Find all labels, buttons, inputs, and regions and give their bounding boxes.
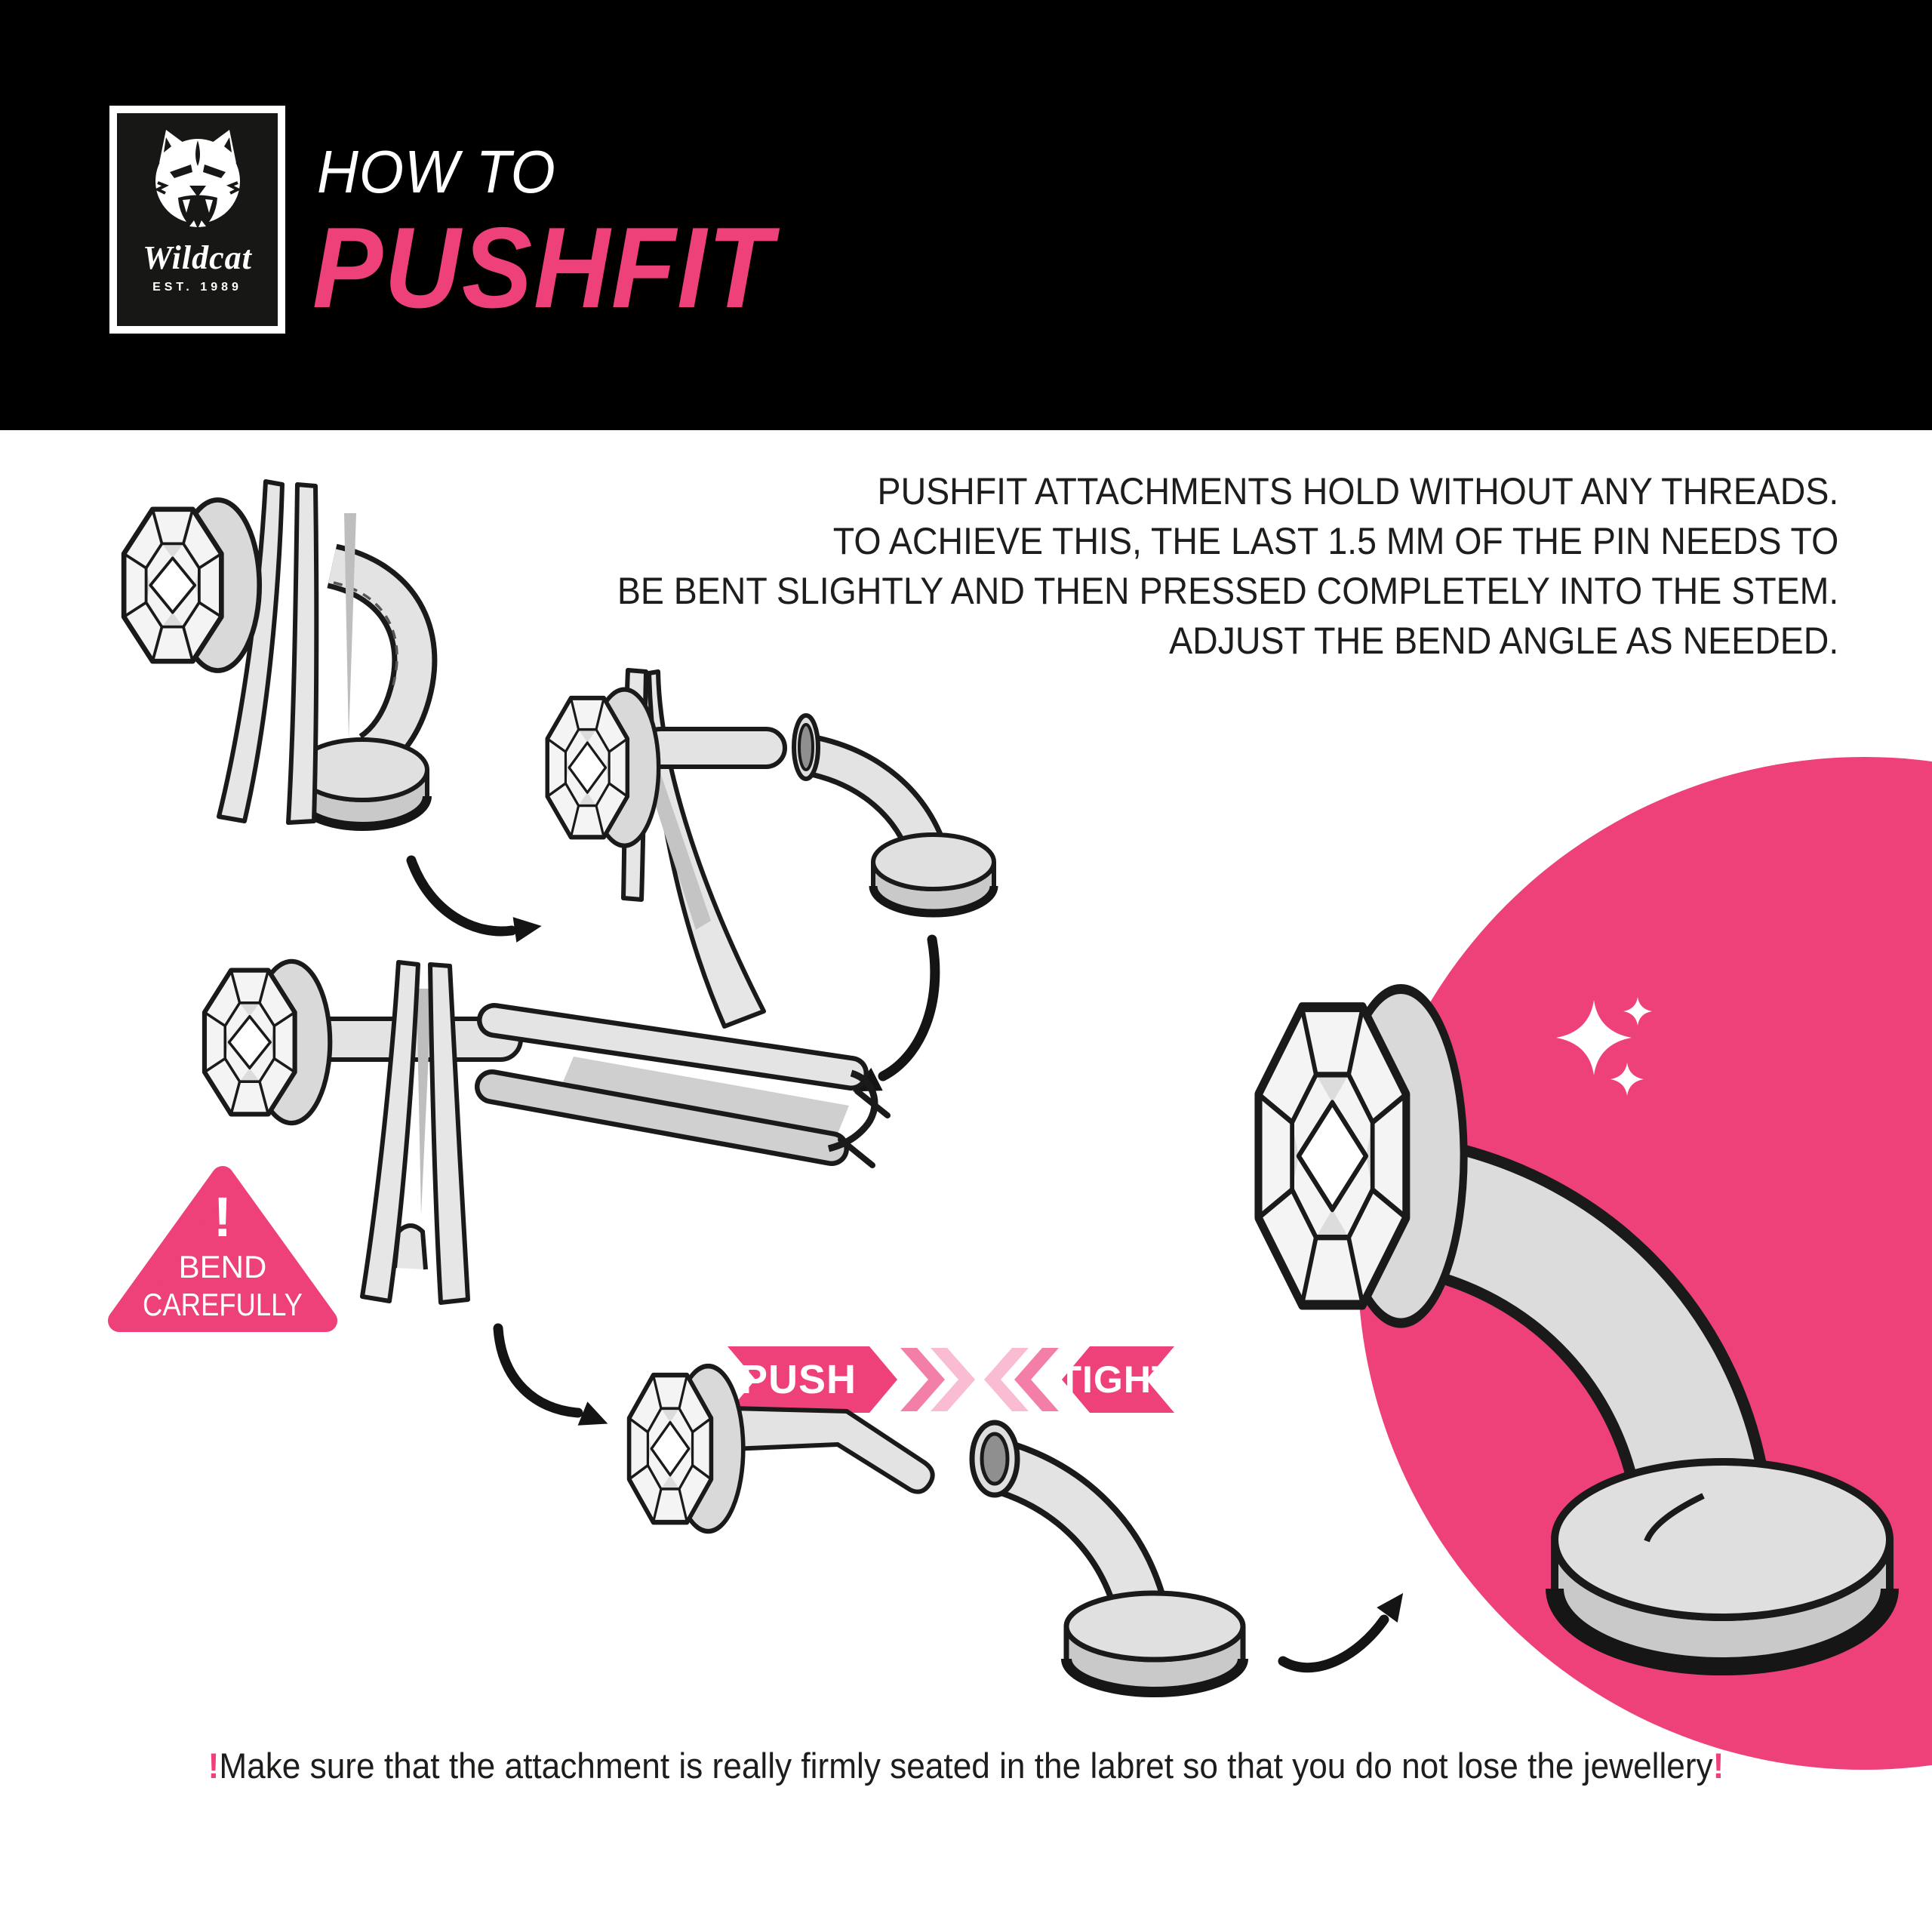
- sparkle-icon: [1611, 1063, 1644, 1096]
- warning-exclamation: !: [213, 1186, 232, 1248]
- tweezers: [362, 962, 468, 1303]
- bent-pin: [732, 1408, 933, 1492]
- gem-attachment: [124, 500, 260, 670]
- attachment-pin: [641, 729, 785, 767]
- gem-attachment: [547, 690, 658, 846]
- footer-text: Make sure that the attachment is really firmly seated in the labret so that you do not lose the jewellery: [219, 1746, 1713, 1786]
- intro-paragraph: [617, 466, 1838, 666]
- gem-attachment: [1258, 989, 1463, 1323]
- title-how-to: HOW TO: [317, 138, 556, 205]
- tight-label: TIGHT: [1058, 1358, 1176, 1401]
- labret-stem: [332, 566, 414, 753]
- footer-exclamation-left: !: [208, 1746, 220, 1786]
- warning-line-1: BEND: [178, 1249, 267, 1284]
- footer-note: [58, 1745, 1874, 1786]
- wildcat-logo: [109, 106, 285, 334]
- push-label: PUSH: [740, 1357, 857, 1402]
- footer-exclamation-right: !: [1712, 1746, 1724, 1786]
- title-pushfit: PUSHFIT: [312, 204, 774, 332]
- logo-brand-text: Wildcat: [143, 239, 252, 276]
- sparkle-icon: [1556, 1000, 1632, 1075]
- final-assembled-jewellery: [1177, 951, 1932, 1713]
- warning-triangle-icon: [106, 1161, 340, 1338]
- warning-line-2: CAREFULLY: [143, 1287, 303, 1322]
- sparkle-icons: [1556, 997, 1652, 1096]
- bending-pliers: [492, 1020, 888, 1165]
- labret-stem: [794, 715, 994, 913]
- cat-head-icon: [140, 127, 255, 240]
- base-disc: [1555, 1462, 1890, 1666]
- gem-attachment: [629, 1366, 743, 1531]
- gem-attachment: [205, 961, 330, 1123]
- intro-line-3: BE BENT SLIGHTLY AND THEN PRESSED COMPLETELY INTO THE STEM.: [617, 570, 1838, 612]
- header-banner: [0, 0, 1932, 430]
- intro-line-2: TO ACHIEVE THIS, THE LAST 1.5 MM OF THE PIN NEEDS TO: [832, 520, 1838, 562]
- intro-line-4: ADJUST THE BEND ANGLE AS NEEDED.: [1168, 620, 1838, 662]
- sparkle-icon: [1623, 997, 1652, 1026]
- intro-line-1: PUSHFIT ATTACHMENTS HOLD WITHOUT ANY THREADS.: [877, 470, 1838, 512]
- step1-assembled-jewellery: [106, 468, 453, 845]
- logo-est-text: EST. 1989: [152, 281, 242, 294]
